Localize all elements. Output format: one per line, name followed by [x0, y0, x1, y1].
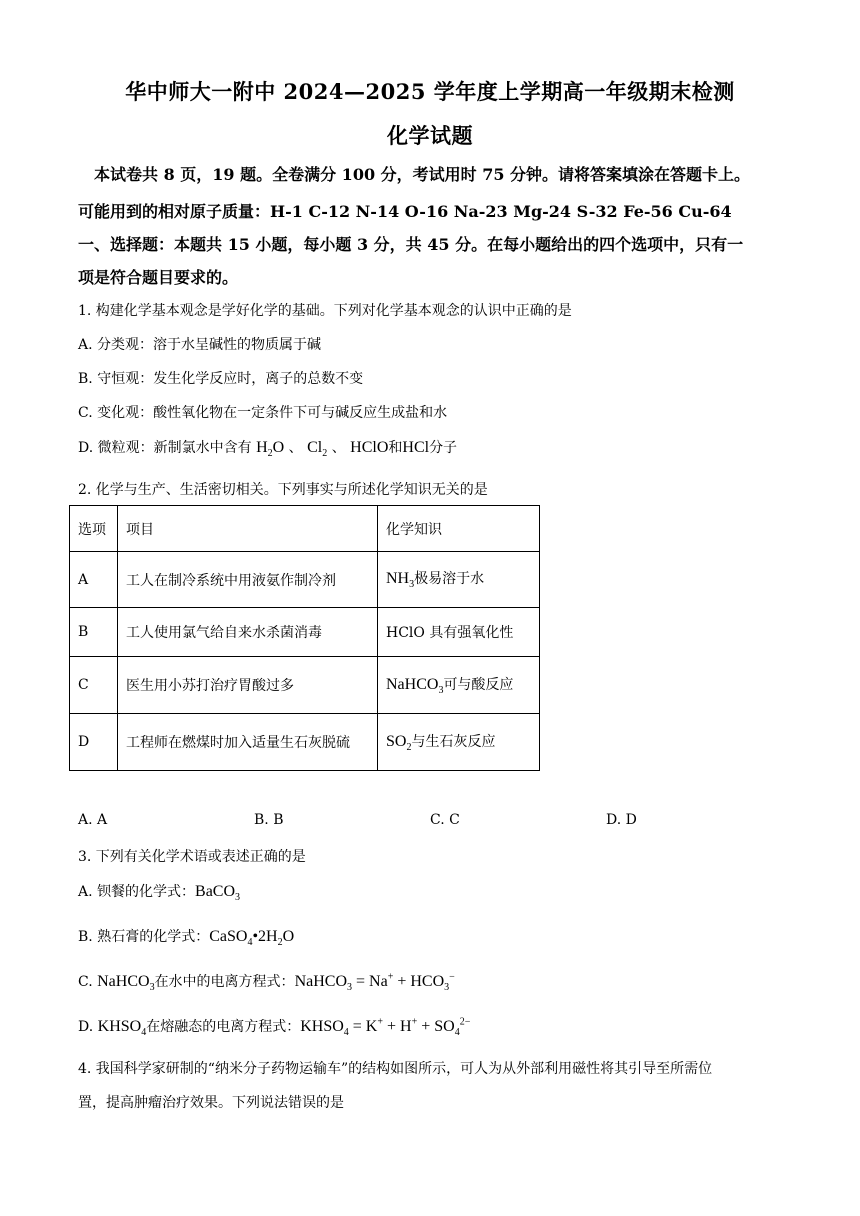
table-row	[70, 608, 540, 657]
q3-option-a	[78, 881, 240, 903]
q3-stem: 3. 下列有关化学术语或表述正确的是	[78, 849, 306, 865]
separator: 、	[331, 440, 346, 456]
separator: 、	[288, 440, 303, 456]
q1-option-d	[78, 437, 457, 459]
formula-so2: $SO_2$	[386, 732, 412, 754]
q3-option-d	[78, 1016, 470, 1038]
q2-choice-b: B. B	[254, 812, 284, 828]
row-option: D	[70, 714, 118, 771]
row-option: C	[70, 657, 118, 714]
header-item: 项目	[118, 506, 378, 552]
row-item: 工人在制冷系统中用液氨作制冷剂	[118, 552, 378, 608]
row-item: 工人使用氯气给自来水杀菌消毒	[118, 608, 378, 657]
q2-choice-a: A. A	[78, 812, 108, 828]
q1-option-d-suffix: 分子	[429, 440, 458, 456]
formula-h2o: $H_2O$	[256, 439, 285, 460]
formula-nh3: $NH_3$	[386, 570, 415, 591]
header-option: 选项	[70, 506, 118, 552]
row-item: 医生用小苏打治疗胃酸过多	[118, 657, 378, 714]
knowledge-text: 极易溶于水	[414, 571, 485, 588]
row-knowledge	[378, 552, 540, 608]
exam-instructions: 本试卷共 8 页，19 题。全卷满分 100 分，考试用时 75 分钟。请将答案填涂在答题卡上。	[94, 165, 751, 184]
q3-option-c	[78, 971, 455, 993]
q2-choice-c: C. C	[430, 812, 460, 828]
ionization-equation: $KHSO_4 = K^+ + H^+ + SO_4^{2-}$	[300, 1016, 471, 1039]
q2-stem: 2. 化学与生产、生活密切相关。下列事实与所述化学知识无关的是	[78, 482, 488, 498]
row-knowledge: HClO 具有强氧化性	[378, 608, 540, 657]
q3-option-b	[78, 926, 294, 948]
q1-stem: 1. 构建化学基本观念是学好化学的基础。下列对化学基本观念的认识中正确的是	[78, 303, 572, 319]
q2-choice-d: D. D	[606, 812, 637, 828]
q1-option-a: A. 分类观：溶于水呈碱性的物质属于碱	[78, 337, 322, 353]
exam-subtitle: 化学试题	[387, 123, 473, 148]
formula-nahco3: NaHCO$_3$	[97, 973, 155, 994]
atomic-mass-line: 可能用到的相对原子质量：H-1 C-12 N-14 O-16 Na-23 Mg-24 S-32 Fe-56 Cu-64	[78, 202, 732, 221]
q3-option-a-prefix: A. 钡餐的化学式：	[78, 884, 196, 900]
q2-table	[69, 505, 540, 771]
q3-option-b-prefix: B. 熟石膏的化学式：	[78, 929, 210, 945]
q4-stem-line2: 置，提高肿瘤治疗效果。下列说法错误的是	[78, 1095, 344, 1111]
formula-cl2: $Cl_2$	[307, 439, 328, 460]
table-header-row	[70, 506, 540, 552]
header-knowledge: 化学知识	[378, 506, 540, 552]
q3-option-d-prefix: D.	[78, 1019, 94, 1035]
row-knowledge	[378, 714, 540, 771]
ionization-equation: NaHCO$_3$ = $Na^+ + HCO_3^-$	[294, 971, 455, 994]
formula-nahco3: NaHCO$_3$	[386, 675, 444, 697]
q3-option-c-text: 在水中的电离方程式：	[154, 974, 295, 990]
q1-option-c: C. 变化观：酸性氧化物在一定条件下可与碱反应生成盐和水	[78, 405, 448, 421]
exam-title: 华中师大一附中 2024—2025 学年度上学期高一年级期末检测	[125, 79, 735, 104]
table-row	[70, 657, 540, 714]
formula-gypsum: $CaSO_4•2H_2O$	[209, 928, 295, 949]
q4-stem-line1: 4. 我国科学家研制的“纳米分子药物运输车”的结构如图所示，可人为从外部利用磁性将其引导至所需位	[78, 1061, 713, 1077]
section-heading-line1: 一、选择题：本题共 15 小题，每小题 3 分，共 45 分。在每小题给出的四个选项中，只有一	[78, 235, 744, 254]
q1-option-d-prefix: D. 微粒观：新制氯水中含有	[78, 440, 252, 456]
conjunction: 和	[388, 440, 403, 456]
table-row	[70, 714, 540, 771]
section-heading-line2: 项是符合题目要求的。	[78, 268, 239, 287]
row-item: 工程师在燃煤时加入适量生石灰脱硫	[118, 714, 378, 771]
q3-option-c-prefix: C.	[78, 974, 93, 990]
formula-khso4: $KHSO_4$	[97, 1018, 147, 1039]
row-option: A	[70, 552, 118, 608]
knowledge-text: 与生石灰反应	[411, 733, 496, 750]
row-option: B	[70, 608, 118, 657]
q1-option-b: B. 守恒观：发生化学反应时，离子的总数不变	[78, 371, 364, 387]
formula-hcl: HCl	[402, 439, 430, 456]
formula-hclo: HClO	[350, 439, 389, 456]
row-knowledge	[378, 657, 540, 714]
q3-option-d-text: 在熔融态的电离方程式：	[146, 1019, 301, 1035]
formula-baco3: BaCO$_3$	[195, 883, 241, 904]
table-row	[70, 552, 540, 608]
knowledge-text: 可与酸反应	[443, 676, 514, 693]
